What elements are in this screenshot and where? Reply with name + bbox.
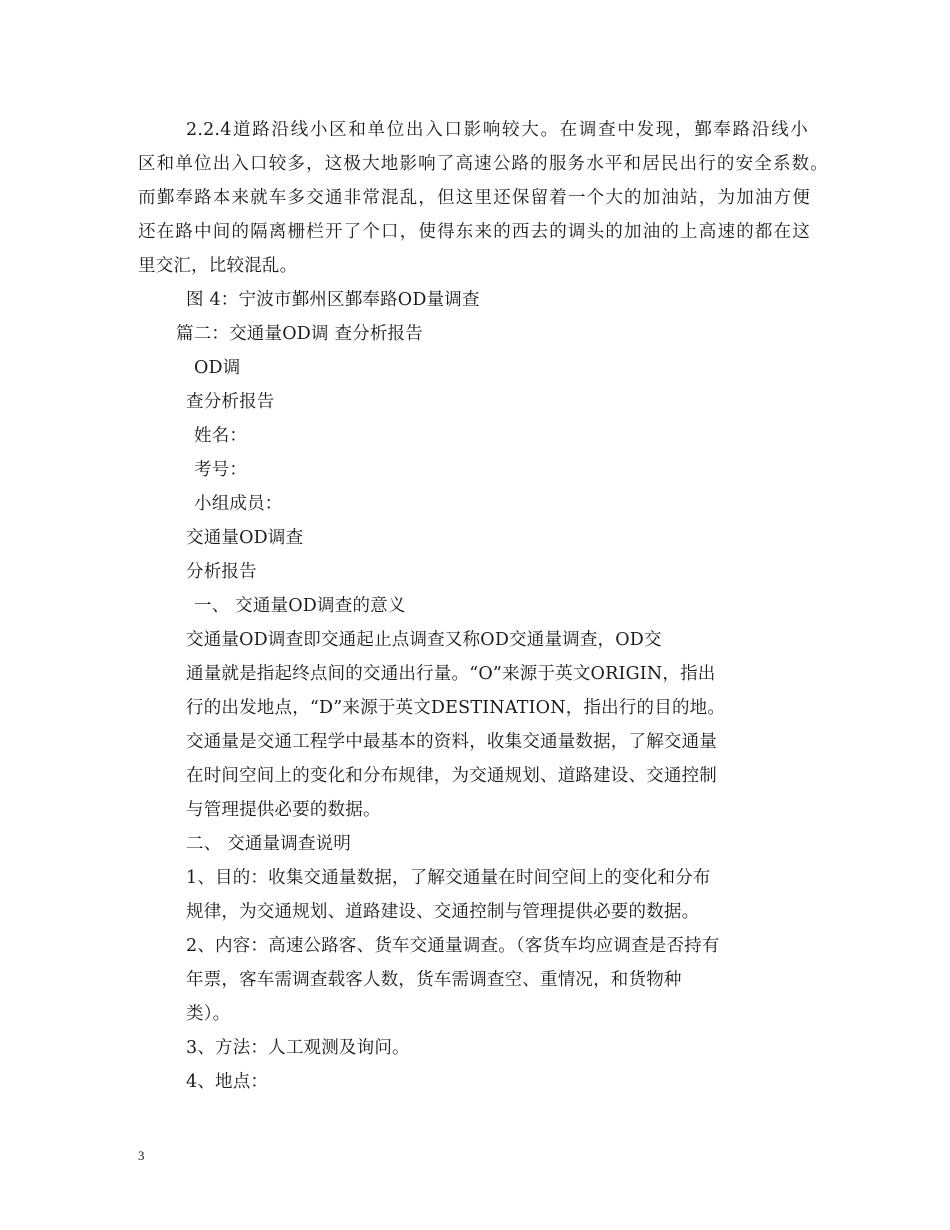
paragraph-line: 通量就是指起终点间的交通出行量。“O”来源于英文ORIGIN，指出 — [186, 664, 716, 684]
list-item: 年票，客车需调查载客人数，货车需调查空、重情况，和货物种 — [186, 970, 682, 990]
name-label: 姓名： — [194, 426, 248, 446]
paragraph-line: 2.2.4道路沿线小区和单位出入口影响较大。在调查中发现，鄞奉路沿线小 — [186, 120, 808, 140]
list-item: 4、地点： — [186, 1072, 269, 1092]
section-heading: 二、 交通量调查说明 — [186, 834, 352, 854]
page-number: 3 — [138, 1148, 145, 1163]
figure-caption: 图 4：宁波市鄞州区鄞奉路OD量调查 — [186, 290, 480, 310]
title-line: 分析报告 — [186, 562, 257, 582]
paragraph-line: 交通量是交通工程学中最基本的资料，收集交通量数据，了解交通量 — [186, 732, 717, 752]
section-heading: 篇二：交通量OD调 查分析报告 — [176, 324, 423, 344]
title-line: OD调 — [194, 358, 241, 378]
title-line: 查分析报告 — [186, 392, 275, 412]
section-heading: 一、 交通量OD调查的意义 — [194, 596, 406, 616]
exam-number-label: 考号： — [194, 460, 248, 480]
paragraph-line: 交通量OD调查即交通起止点调查又称OD交通量调查，OD交 — [186, 630, 662, 650]
paragraph-line: 区和单位出入口较多，这极大地影响了高速公路的服务水平和居民出行的安全系数。 — [138, 154, 828, 174]
list-item: 类）。 — [186, 1004, 231, 1024]
list-item: 3、方法：人工观测及询问。 — [186, 1038, 410, 1058]
paragraph-line: 在时间空间上的变化和分布规律，为交通规划、道路建设、交通控制 — [186, 766, 717, 786]
paragraph-line: 行的出发地点，“D”来源于英文DESTINATION，指出行的目的地。 — [186, 698, 726, 718]
paragraph-line: 与管理提供必要的数据。 — [186, 800, 381, 820]
paragraph-line: 还在路中间的隔离栅栏开了个口，使得东来的西去的调头的加油的上高速的都在这 — [138, 222, 810, 242]
list-item: 1、目的：收集交通量数据，了解交通量在时间空间上的变化和分布 — [186, 868, 711, 888]
title-line: 交通量OD调查 — [186, 528, 304, 548]
paragraph-line: 而鄞奉路本来就车多交通非常混乱，但这里还保留着一个大的加油站，为加油方便 — [138, 188, 810, 208]
list-item: 2、内容：高速公路客、货车交通量调查。（客货车均应调查是否持有 — [186, 936, 720, 956]
paragraph-line: 里交汇，比较混乱。 — [138, 256, 298, 276]
list-item: 规律，为交通规划、道路建设、交通控制与管理提供必要的数据。 — [186, 902, 700, 922]
group-members-label: 小组成员： — [194, 494, 283, 514]
